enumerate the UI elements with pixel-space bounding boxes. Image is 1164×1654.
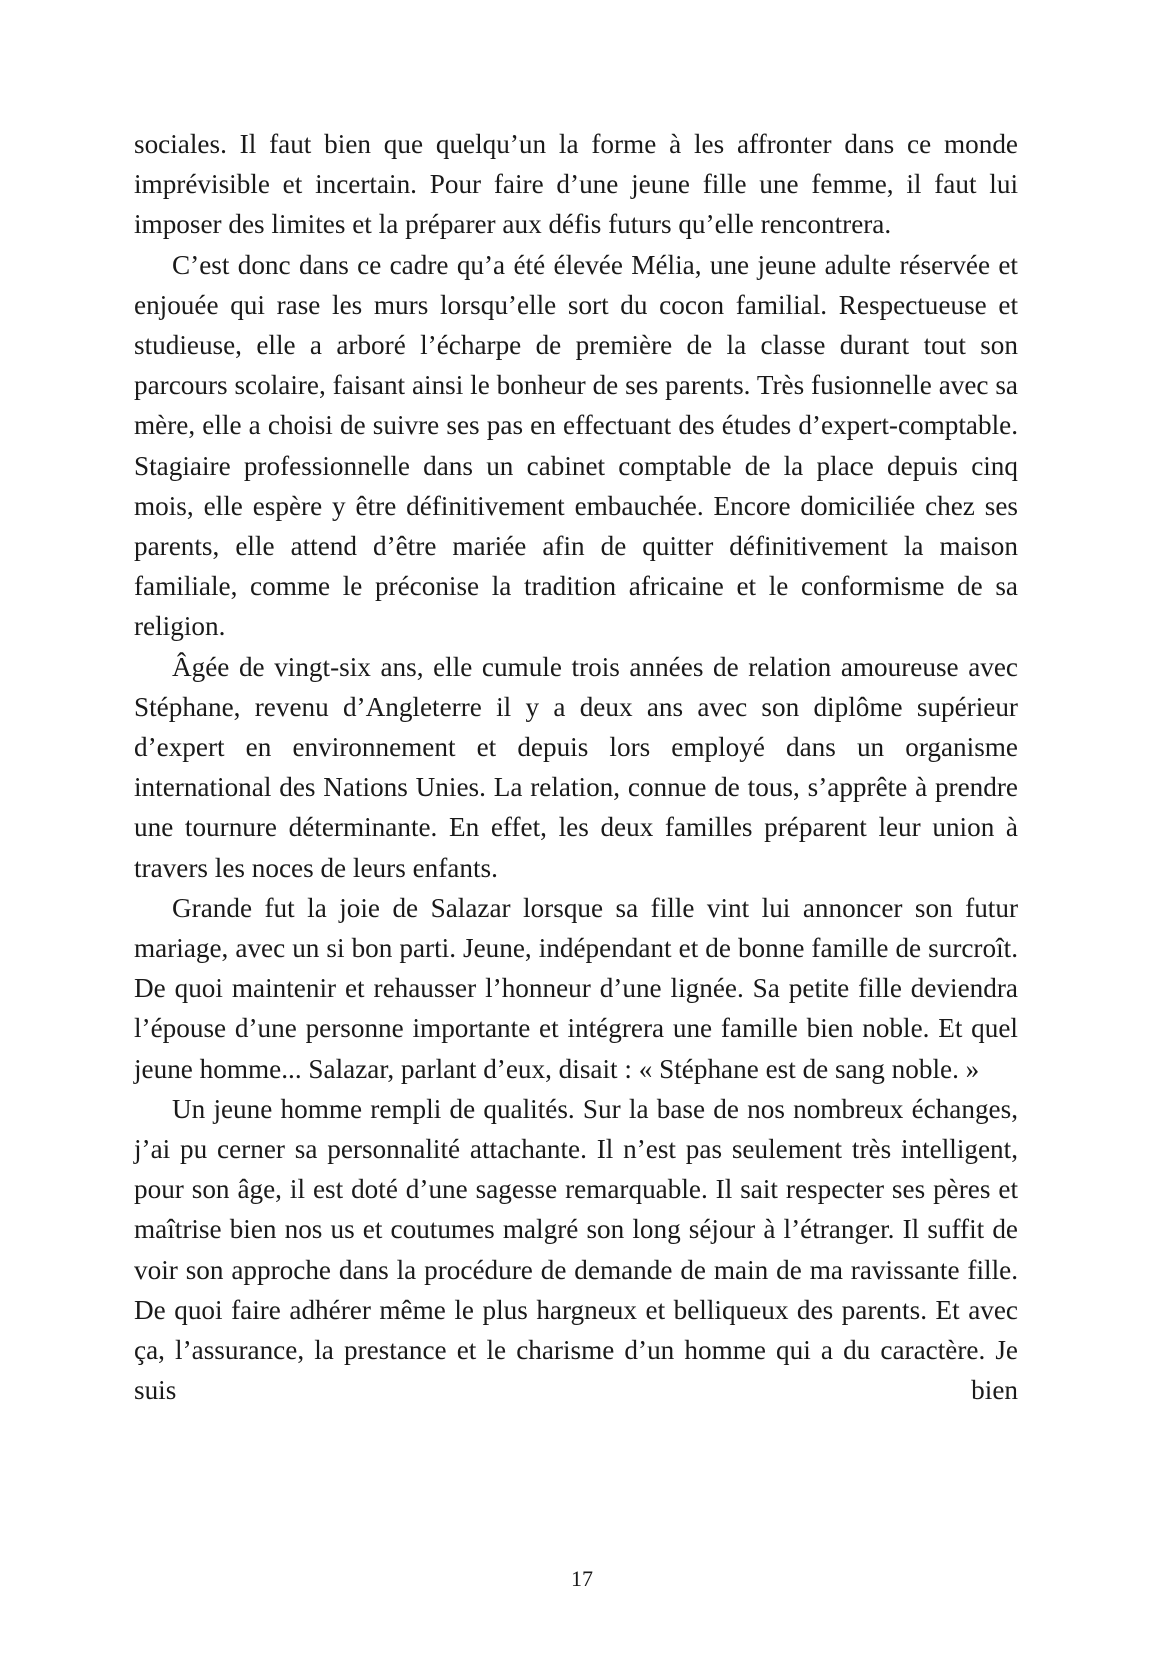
paragraph-4: Grande fut la joie de Salazar lorsque sa fille vint lui annoncer son futur mariage, avec un si bon parti. Jeune, indépendant et de bonne famille de surcroît. De quoi maintenir et rehausser l’honneur d’une lignée. Sa petite fille deviendra l’épouse d’une personne importante et intégrera une famille bien noble. Et quel jeune homme... Salazar, parlant d’eux, disait : « Stéphane est de sang noble. » xyxy=(134,892,1018,1084)
paragraph-1: sociales. Il faut bien que quelqu’un la forme à les affronter dans ce monde imprévisible et incertain. Pour faire d’une jeune fille une femme, il faut lui imposer des limites et la préparer aux défis futurs qu’elle rencontrera. xyxy=(134,129,1018,240)
page-number: 17 xyxy=(571,1566,593,1591)
paragraph-3: Âgée de vingt-six ans, elle cumule trois années de relation amoureuse avec Stéphane, revenu d’Angleterre il y a deux ans avec son diplôme supérieur d’expert en environnement et depuis lors employé dans un organisme international des Nations Unies. La relation, connue de tous, s’apprête à prendre une tournure déterminante. En effet, les deux familles préparent leur union à travers les noces de leurs enfants. xyxy=(134,651,1018,883)
paragraph-2: C’est donc dans ce cadre qu’a été élevée Mélia, une jeune adulte réservée et enjouée qui rase les murs lorsqu’elle sort du cocon familial. Respectueuse et studieuse, elle a arboré l’écharpe de première de la classe durant tout son parcours scolaire, faisant ainsi le bonheur de ses parents. Très fusionnelle avec sa mère, elle a choisi de suivre ses pas en effectuant des études d’expert-comptable. Stagiaire professionnelle dans un cabinet comptable de la place depuis cinq mois, elle espère y être définitivement embauchée. Encore domiciliée chez ses parents, elle attend d’être mariée afin de quitter définitivement la maison familiale, comme le préconise la tradition africaine et le conformisme de sa religion. xyxy=(134,249,1018,642)
paragraph-5: Un jeune homme rempli de qualités. Sur la base de nos nombreux échanges, j’ai pu cerner sa personnalité attachante. Il n’est pas seulement très intelligent, pour son âge, il est doté d’une sagesse remarquable. Il sait respecter ses pères et maîtrise bien nos us et coutumes malgré son long séjour à l’étranger. Il suffit de voir son approche dans la procédure de demande de main de ma ravissante fille. De quoi faire adhérer même le plus hargneux et belliqueux des parents. Et avec ça, l’assurance, la prestance et le charisme d’un homme qui a du caractère. Je suis bien xyxy=(134,1093,1018,1406)
body-text xyxy=(134,124,1018,1411)
